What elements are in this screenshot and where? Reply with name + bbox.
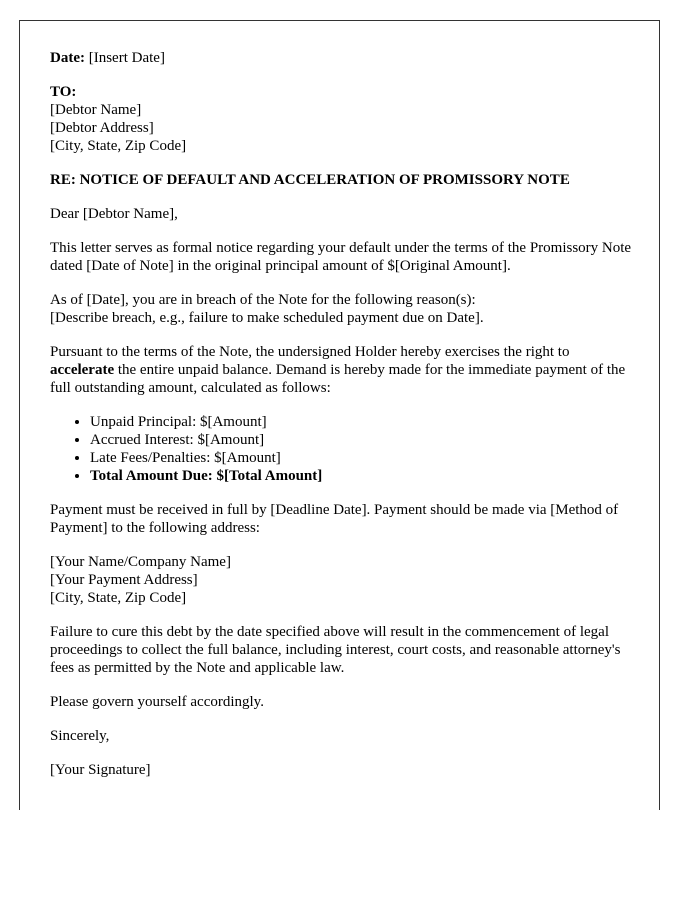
letter-body (50, 49, 635, 795)
signature-placeholder: [Your Signature] (50, 762, 151, 778)
date-label: Date: (50, 50, 85, 66)
default-notice-paragraph: This letter serves as formal notice regarding your default under the terms of the Promissory Note dated [Date of Note] in the original principal amount of $[Original Amount]. (50, 240, 632, 274)
list-item-unpaid-principal: • Unpaid Principal: $[Amount] (90, 413, 635, 431)
date-line (50, 49, 635, 67)
list-item-late-fees: • Late Fees/Penalties: $[Amount] (90, 449, 635, 467)
payee-address: [Your Payment Address] (50, 572, 198, 588)
acceleration-keyword: accelerate (50, 362, 115, 378)
payee-address-block (50, 553, 635, 607)
payment-paragraph: Payment must be received in full by [Deadline Date]. Payment should be made via [Method of Payment] to the following address: (50, 502, 619, 536)
debtor-address: [Debtor Address] (50, 120, 154, 136)
breach-paragraph (50, 291, 635, 327)
list-item-total-due: • Total Amount Due: $[Total Amount] (90, 467, 635, 485)
to-label: TO: (50, 84, 77, 100)
acceleration-text-before: Pursuant to the terms of the Note, the undersigned Holder hereby exercises the right to (50, 344, 570, 360)
amount-list (50, 413, 635, 485)
subject-line: RE: NOTICE OF DEFAULT AND ACCELERATION OF PROMISSORY NOTE (50, 172, 570, 188)
closing-note: Please govern yourself accordingly. (50, 694, 264, 710)
breach-intro: As of [Date], you are in breach of the Note for the following reason(s): (50, 292, 476, 308)
breach-detail: [Describe breach, e.g., failure to make scheduled payment due on Date]. (50, 310, 484, 326)
debtor-name: [Debtor Name] (50, 102, 142, 118)
acceleration-text-after: the entire unpaid balance. Demand is hereby made for the immediate payment of the full outstanding amount, calculated as follows: (50, 362, 626, 396)
payee-name: [Your Name/Company Name] (50, 554, 231, 570)
debtor-city-state-zip: [City, State, Zip Code] (50, 138, 187, 154)
payee-city-state-zip: [City, State, Zip Code] (50, 590, 187, 606)
legal-warning-paragraph: Failure to cure this debt by the date specified above will result in the commencement of legal proceedings to collect the full balance, including interest, court costs, and reasonable attorney's fees as permitted by the Note and applicable law. (50, 624, 621, 676)
list-item-accrued-interest: • Accrued Interest: $[Amount] (90, 431, 635, 449)
salutation: Dear [Debtor Name], (50, 206, 178, 222)
acceleration-paragraph (50, 343, 635, 397)
date-value: [Insert Date] (88, 50, 165, 66)
recipient-block (50, 83, 635, 155)
letter-page (19, 20, 660, 810)
signoff: Sincerely, (50, 728, 110, 744)
